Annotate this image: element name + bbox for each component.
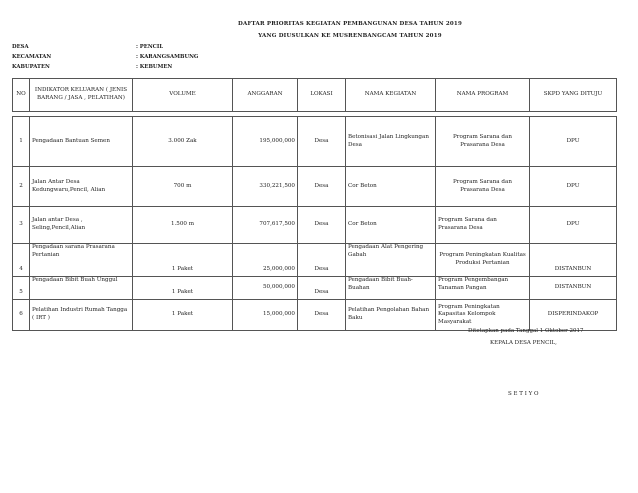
cell-volume: 1 Paket [133, 277, 233, 300]
table-row [13, 300, 617, 331]
cell-kegiatan: Betonisasi Jalan Lingkungan Desa [346, 117, 436, 167]
cell-lokasi: Desa [298, 300, 346, 331]
cell-anggaran: 25,000,000 [233, 244, 298, 277]
header-skpd: SKPD YANG DITUJU [530, 79, 617, 112]
cell-anggaran: 195,000,000 [233, 117, 298, 167]
meta-label-desa: DESA [12, 44, 29, 50]
header-no: NO [13, 79, 30, 112]
cell-indikator: Pengadaan Bantuan Semen [30, 117, 133, 167]
header-kegiatan: NAMA KEGIATAN [346, 79, 436, 112]
cell-volume: 1 Paket [133, 300, 233, 331]
table-row [13, 207, 617, 244]
cell-program: Program Peningkatan Kapasitas Kelompok Masyarakat [436, 300, 530, 331]
table-row [13, 277, 617, 300]
meta-value-kecamatan: : KARANGSAMBUNG [136, 54, 199, 60]
cell-no: 3 [13, 207, 30, 244]
table-header-row [13, 79, 617, 112]
cell-no: 1 [13, 117, 30, 167]
table-row [13, 244, 617, 277]
cell-program: Program Sarana dan Prasarana Desa [436, 207, 530, 244]
cell-skpd: DPU [530, 207, 617, 244]
header-lokasi: LOKASI [298, 79, 346, 112]
cell-skpd: DISTANBUN [530, 277, 617, 300]
cell-skpd: DPU [530, 117, 617, 167]
table-row [13, 117, 617, 167]
cell-volume: 1 Paket [133, 244, 233, 277]
cell-lokasi: Desa [298, 244, 346, 277]
cell-indikator: Pelatihan Industri Rumah Tangga ( IRT ) [30, 300, 133, 331]
cell-no: 5 [13, 277, 30, 300]
cell-kegiatan: Pengadaan Bibit Buah-Buahan [346, 277, 436, 300]
meta-value-desa: : PENCIL [136, 44, 164, 50]
signature-name: S E T I Y O [508, 391, 539, 397]
cell-anggaran: 50,000,000 [233, 277, 298, 300]
header-anggaran: ANGGARAN [233, 79, 298, 112]
cell-kegiatan: Cor Beton [346, 167, 436, 207]
meta-label-kabupaten: KABUPATEN [12, 64, 50, 70]
table-row [13, 167, 617, 207]
cell-indikator: Pengadaan sarana Prasarana Pertanian [30, 244, 133, 277]
cell-lokasi: Desa [298, 167, 346, 207]
cell-anggaran: 15,000,000 [233, 300, 298, 331]
cell-program: Program Peningkatan Kualitas Produksi Pertanian [436, 244, 530, 277]
cell-volume: 3.000 Zak [133, 117, 233, 167]
cell-volume: 700 m [133, 167, 233, 207]
cell-anggaran: 707,617,500 [233, 207, 298, 244]
cell-program: Program Sarana dan Prasarana Desa [436, 167, 530, 207]
cell-skpd: DISTANBUN [530, 244, 617, 277]
cell-no: 6 [13, 300, 30, 331]
signature-position: KEPALA DESA PENCIL, [490, 340, 557, 346]
cell-no: 2 [13, 167, 30, 207]
cell-anggaran: 330,221,500 [233, 167, 298, 207]
cell-skpd: DISPERINDAKOP [530, 300, 617, 331]
cell-indikator: Pengadaan Bibit Buah Unggul [30, 277, 133, 300]
meta-value-kabupaten: : KEBUMEN [136, 64, 173, 70]
cell-indikator: Jalan Antar Desa Kedungwaru,Pencil, Alian [30, 167, 133, 207]
header-volume: VOLUME [133, 79, 233, 112]
document-title: DAFTAR PRIORITAS KEGIATAN PEMBANGUNAN DESA TAHUN 2019 [238, 21, 462, 27]
cell-no: 4 [13, 244, 30, 277]
cell-lokasi: Desa [298, 277, 346, 300]
cell-program: Program Sarana dan Prasarana Desa [436, 117, 530, 167]
header-indikator: INDIKATOR KELUARAN ( JENIS BARANG / JASA , PELATIHAN) [30, 79, 133, 112]
cell-kegiatan: Pengadaan Alat Pengering Gabah [346, 244, 436, 277]
meta-label-kecamatan: KECAMATAN [12, 54, 52, 60]
signature-date: Ditetapkan pada Tanggal 1 Oktober 2017 [468, 328, 584, 334]
cell-kegiatan: Pelatihan Pengolahan Bahan Baku [346, 300, 436, 331]
cell-volume: 1.500 m [133, 207, 233, 244]
cell-kegiatan: Cor Beton [346, 207, 436, 244]
document-subtitle: YANG DIUSULKAN KE MUSRENBANGCAM TAHUN 2019 [258, 33, 442, 39]
header-program: NAMA PROGRAM [436, 79, 530, 112]
cell-lokasi: Desa [298, 117, 346, 167]
cell-program: Program Pengembangan Tanaman Pangan [436, 277, 530, 300]
cell-lokasi: Desa [298, 207, 346, 244]
cell-indikator: Jalan antar Desa , Seling,Pencil,Alian [30, 207, 133, 244]
priority-table [12, 78, 617, 331]
cell-skpd: DPU [530, 167, 617, 207]
